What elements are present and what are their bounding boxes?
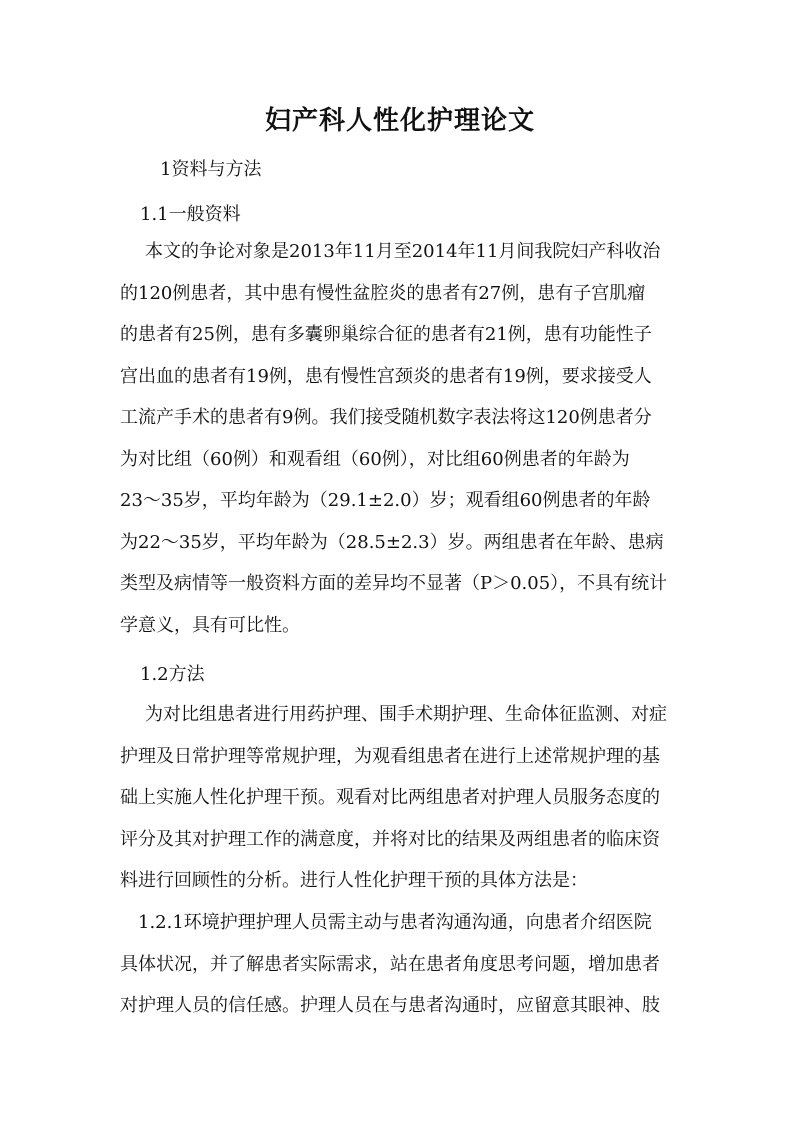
paragraph-1-1 — [120, 231, 685, 646]
paragraph-line: 23～35岁，平均年龄为（29.1±2.0）岁；观看组60例患者的年龄 — [120, 490, 651, 511]
paragraph-1-2 — [120, 694, 685, 902]
section-1-2-heading: 1.2方法 — [140, 664, 205, 685]
document-title: 妇产科人性化护理论文 — [264, 106, 535, 136]
paragraph-line: 学意义，具有可比性。 — [120, 614, 300, 636]
paragraph-line: 为对比组（60例）和观看组（60例），对比组60例患者的年龄为 — [120, 448, 630, 470]
paragraph-line: 1.2.1环境护理护理人员需主动与患者沟通沟通，向患者介绍医院 — [138, 912, 652, 933]
paragraph-1-2-1 — [120, 902, 685, 1027]
paragraph-line: 为对比组患者进行用药护理、围手术期护理、生命体征监测、对症 — [145, 704, 667, 725]
paragraph-line: 的120例患者，其中患有慢性盆腔炎的患者有27例，患有子宫肌瘤 — [120, 282, 646, 304]
paragraph-line: 类型及病情等一般资料方面的差异均不显著（P＞0.05），不具有统计 — [120, 573, 668, 594]
section-1-heading: 1资料与方法 — [160, 159, 262, 180]
paragraph-line: 评分及其对护理工作的满意度，并将对比的结果及两组患者的临床资 — [120, 828, 660, 850]
paragraph-line: 为22～35岁，平均年龄为（28.5±2.3）岁。两组患者在年龄、患病 — [120, 531, 664, 553]
paragraph-line: 具体状况，并了解患者实际需求，站在患者角度思考问题，增加患者 — [120, 953, 660, 975]
paragraph-line: 护理及日常护理等常规护理，为观看组患者在进行上述常规护理的基 — [120, 745, 660, 767]
paragraph-line: 工流产手术的患者有9例。我们接受随机数字表法将这120例患者分 — [120, 407, 652, 428]
section-1-1-heading: 1.1一般资料 — [140, 204, 241, 225]
paragraph-line: 本文的争论对象是2013年11月至2014年11月间我院妇产科收治 — [145, 241, 661, 262]
paragraph-line: 的患者有25例，患有多囊卵巢综合征的患者有21例，患有功能性子 — [120, 324, 652, 345]
paragraph-line: 料进行回顾性的分析。进行人性化护理干预的具体方法是： — [120, 870, 588, 891]
paragraph-line: 宫出血的患者有19例，患有慢性宫颈炎的患者有19例，要求接受人 — [120, 365, 652, 387]
paragraph-line: 础上实施人性化护理干预。观看对比两组患者对护理人员服务态度的 — [120, 787, 660, 808]
paragraph-line: 对护理人员的信任感。护理人员在与患者沟通时，应留意其眼神、肢 — [120, 995, 660, 1016]
